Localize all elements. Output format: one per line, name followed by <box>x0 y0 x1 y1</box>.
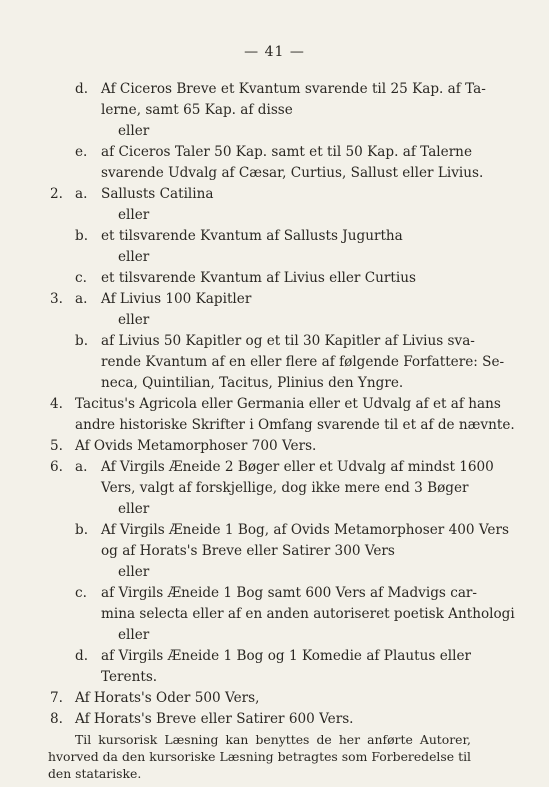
item-7-number: 7. <box>50 690 63 706</box>
item-3a-label: a. <box>75 291 88 307</box>
item-6-number: 6. <box>50 459 63 475</box>
item-6c-or: eller <box>118 627 150 643</box>
item-3b-line-2: rende Kvantum af en eller flere af følgende Forfattere: Se- <box>101 354 505 370</box>
item-2-number: 2. <box>50 186 63 202</box>
item-6a-label: a. <box>75 459 88 475</box>
item-6a-line-2: Vers, valgt af forskjellige, dog ikke mere end 3 Bøger <box>101 480 469 496</box>
item-d-label: d. <box>75 81 89 97</box>
item-3b-line-1: af Livius 50 Kapitler og et til 30 Kapitler af Livius sva- <box>101 333 475 349</box>
item-d-or: eller <box>118 123 150 139</box>
item-3b-line-3: neca, Quintilian, Tacitus, Plinius den Yngre. <box>101 375 404 391</box>
item-4-number: 4. <box>50 396 63 412</box>
item-3b-label: b. <box>75 333 89 349</box>
item-6b-line-2: og af Horats's Breve eller Satirer 300 Vers <box>101 543 395 559</box>
item-6d-line-1: af Virgils Æneide 1 Bog og 1 Komedie af Plautus eller <box>101 648 471 664</box>
item-8-number: 8. <box>50 711 63 727</box>
item-4-line-2: andre historiske Skrifter i Omfang svarende til et af de nævnte. <box>75 417 515 433</box>
item-6c-line-1: af Virgils Æneide 1 Bog samt 600 Vers af Madvigs car- <box>101 585 478 601</box>
item-2a-label: a. <box>75 186 88 202</box>
item-3-number: 3. <box>50 291 63 307</box>
item-3a-or: eller <box>118 312 150 328</box>
paragraph-1-line-1: Til kursorisk Læsning kan benyttes de her anførte Autorer, <box>75 732 471 747</box>
item-2b-text: et tilsvarende Kvantum af Sallusts Jugurtha <box>101 228 403 244</box>
item-2c-label: c. <box>75 270 87 286</box>
item-2b-label: b. <box>75 228 89 244</box>
page-number: — 41 — <box>244 44 305 60</box>
item-d-line-2: lerne, samt 65 Kap. af disse <box>101 102 293 118</box>
item-2c-text: et tilsvarende Kvantum af Livius eller Curtius <box>101 270 416 286</box>
item-6b-label: b. <box>75 522 89 538</box>
paragraph-1-line-3: den statariske. <box>48 766 142 781</box>
item-6a-line-1: Af Virgils Æneide 2 Bøger eller et Udvalg af mindst 1600 <box>101 459 494 475</box>
item-e-line-1: af Ciceros Taler 50 Kap. samt et til 50 Kap. af Talerne <box>101 144 472 160</box>
item-2a-text: Sallusts Catilina <box>101 186 214 202</box>
item-3a-text: Af Livius 100 Kapitler <box>101 291 252 307</box>
item-6c-line-2: mina selecta eller af en anden autoriseret poetisk Anthologi <box>101 606 515 622</box>
item-e-line-2: svarende Udvalg af Cæsar, Curtius, Sallust eller Livius. <box>101 165 484 181</box>
item-6a-or: eller <box>118 501 150 517</box>
item-6d-label: d. <box>75 648 89 664</box>
item-2b-or: eller <box>118 249 150 265</box>
item-7-text: Af Horats's Oder 500 Vers, <box>75 690 260 706</box>
item-d-line-1: Af Ciceros Breve et Kvantum svarende til 25 Kap. af Ta- <box>101 81 486 97</box>
item-6d-line-2: Terents. <box>101 669 158 685</box>
item-8-text: Af Horats's Breve eller Satirer 600 Vers. <box>75 711 354 727</box>
item-4-line-1: Tacitus's Agricola eller Germania eller et Udvalg af et af hans <box>75 396 501 412</box>
item-5-text: Af Ovids Metamorphoser 700 Vers. <box>75 438 317 454</box>
item-2a-or: eller <box>118 207 150 223</box>
item-6b-line-1: Af Virgils Æneide 1 Bog, af Ovids Metamorphoser 400 Vers <box>101 522 509 538</box>
paragraph-1-line-2: hvorved da den kursoriske Læsning betragtes som Forberedelse til <box>48 749 471 764</box>
item-5-number: 5. <box>50 438 63 454</box>
item-6b-or: eller <box>118 564 150 580</box>
item-e-label: e. <box>75 144 88 160</box>
item-6c-label: c. <box>75 585 87 601</box>
